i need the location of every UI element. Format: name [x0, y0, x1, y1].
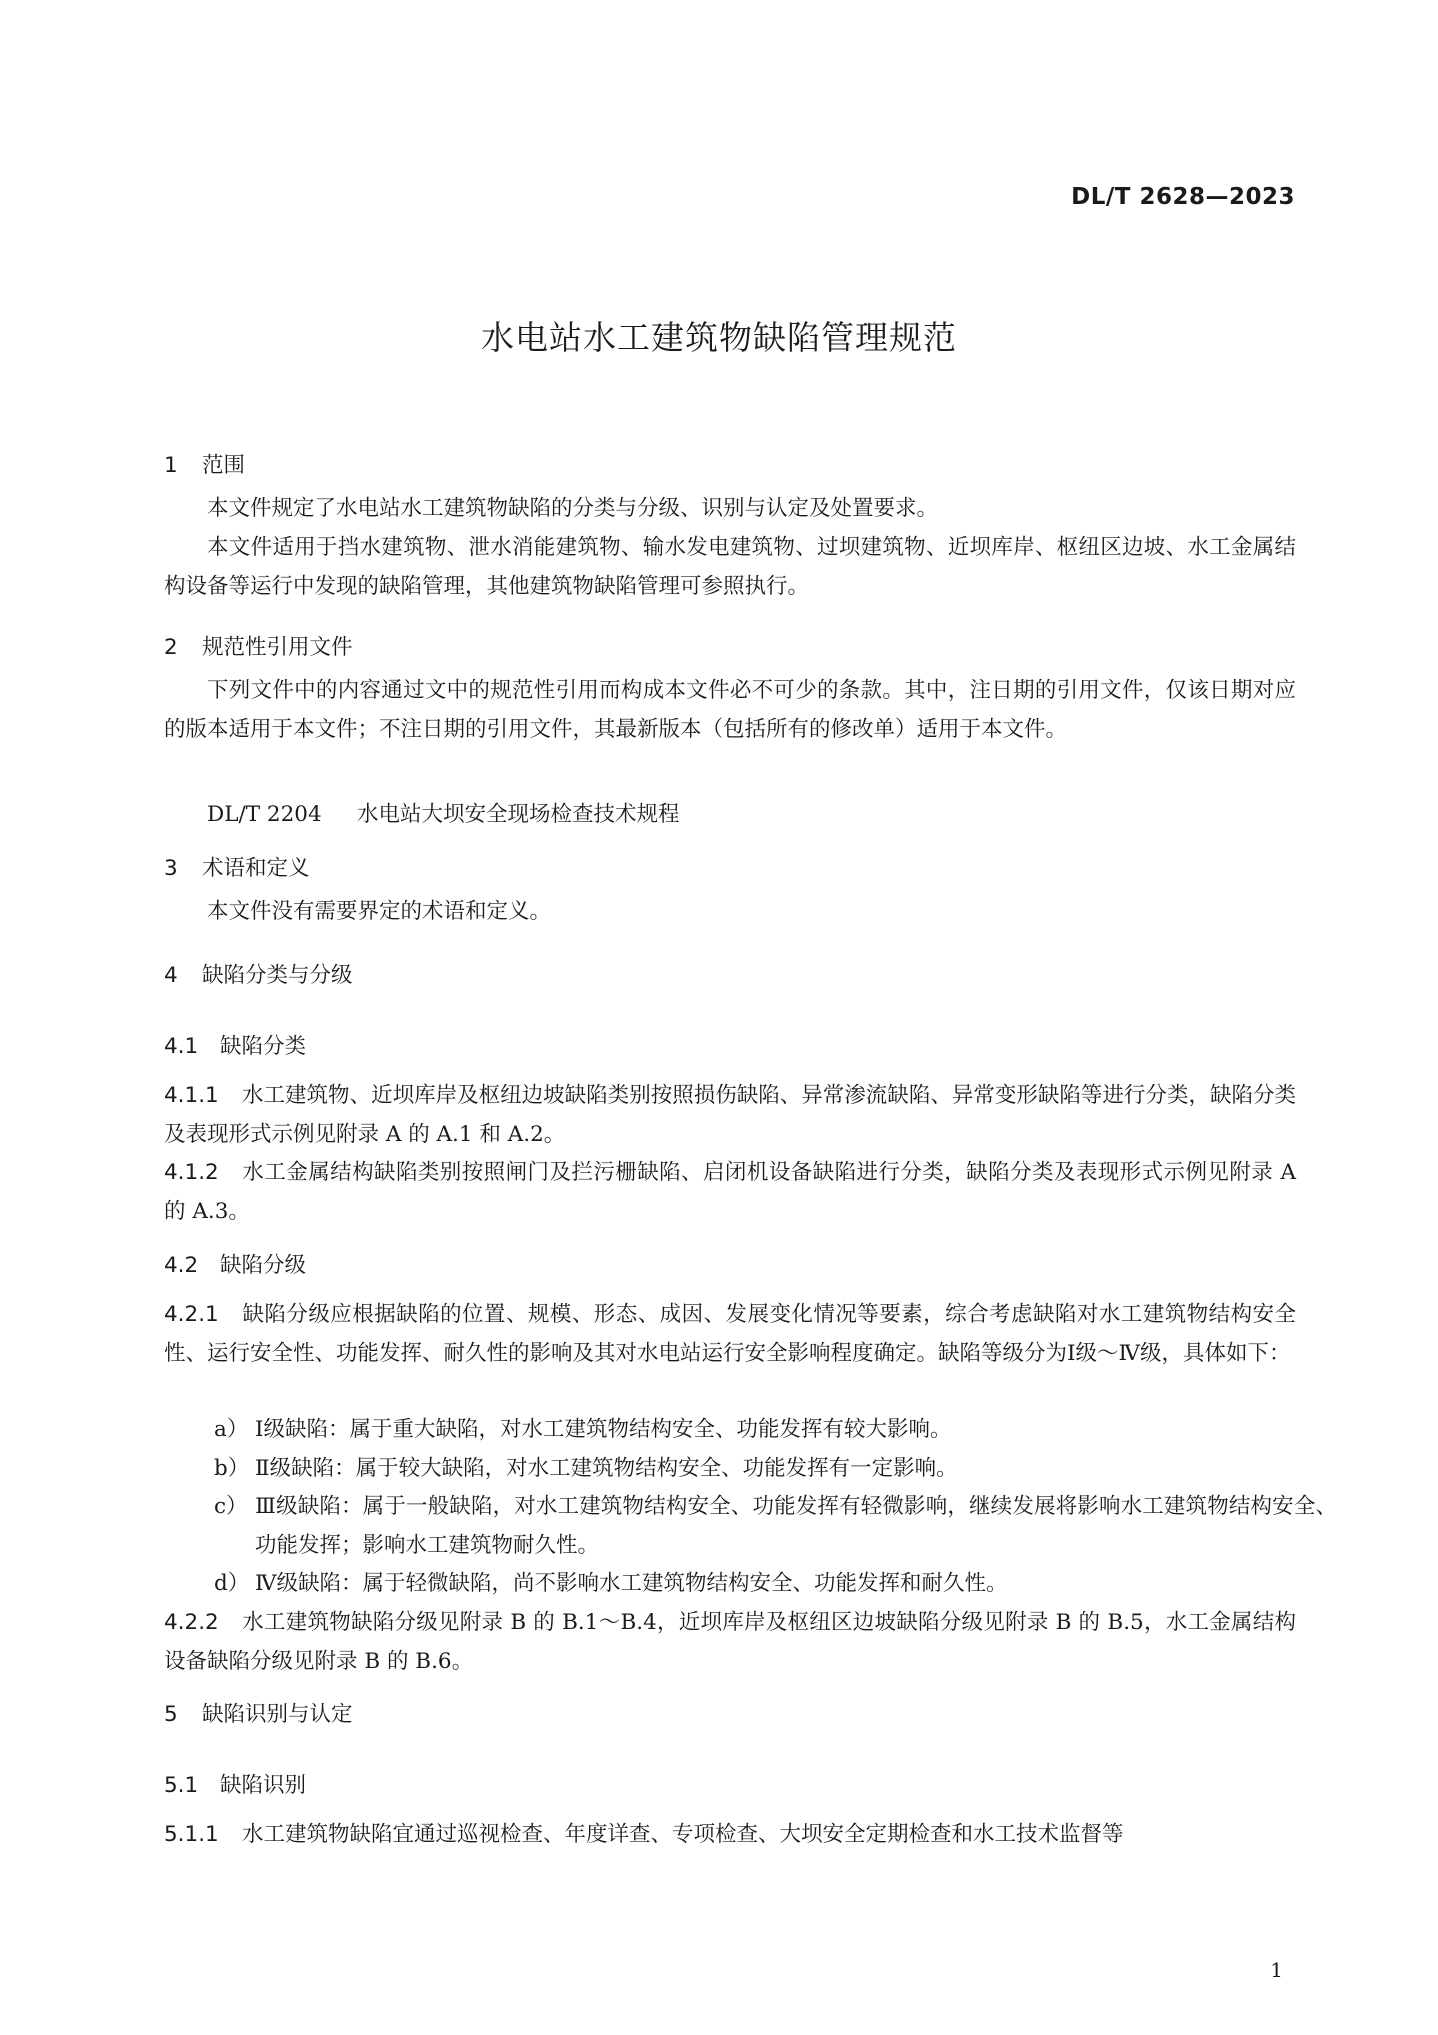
clause-text: 水工建筑物缺陷分级见附录 B 的 B.1～B.4，近坝库岸及枢纽区边坡缺陷分级见附录 B 的 B.5，水工金属结构设备缺陷分级见附录 B 的 B.6。 [164, 1610, 1296, 1674]
reference-title: 水电站大坝安全现场检查技术规程 [357, 802, 680, 827]
page-number: 1 [1270, 1958, 1283, 1982]
list-text: Ⅲ级缺陷：属于一般缺陷，对水工建筑物结构安全、功能发挥有轻微影响，继续发展将影响水工建筑物结构安全、功能发挥；影响水工建筑物耐久性。 [255, 1494, 1337, 1558]
paragraph: 下列文件中的内容通过文中的规范性引用而构成本文件必不可少的条款。其中，注日期的引用文件，仅该日期对应的版本适用于本文件；不注日期的引用文件，其最新版本（包括所有的修改单）适用于本文件。 [164, 678, 1296, 742]
subsection-number: 5.1 [164, 1773, 199, 1798]
list-text: Ⅰ级缺陷：属于重大缺陷，对水工建筑物结构安全、功能发挥有较大影响。 [255, 1417, 952, 1442]
section-heading-4 [164, 958, 353, 989]
list-item-b [214, 1450, 1337, 1489]
section-title: 范围 [202, 453, 246, 478]
clause-text: 水工建筑物缺陷宜通过巡视检查、年度详查、专项检查、大坝安全定期检查和水工技术监督等 [242, 1822, 1124, 1847]
section-heading-5 [164, 1697, 353, 1728]
list-marker: c） [214, 1494, 248, 1519]
clause-number: 4.2.2 [164, 1610, 219, 1635]
reference-code: DL/T 2204 [207, 802, 322, 827]
subsection-number: 4.2 [164, 1253, 199, 1278]
clause-text: 水工金属结构缺陷类别按照闸门及拦污栅缺陷、启闭机设备缺陷进行分类，缺陷分类及表现形式示例见附录 A 的 A.3。 [164, 1160, 1296, 1224]
clause-text: 缺陷分级应根据缺陷的位置、规模、形态、成因、发展变化情况等要素，综合考虑缺陷对水工建筑物结构安全性、运行安全性、功能发挥、耐久性的影响及其对水电站运行安全影响程度确定。缺陷等级分为Ⅰ级～Ⅳ级，具体如下： [164, 1302, 1296, 1366]
section-number: 1 [164, 453, 178, 478]
subsection-heading-4-2 [164, 1248, 306, 1279]
section-title: 缺陷识别与认定 [202, 1702, 353, 1727]
section-title: 术语和定义 [202, 856, 310, 881]
list-marker: d） [214, 1571, 250, 1596]
clause-4-1-2 [164, 1154, 1296, 1231]
section-title: 缺陷分类与分级 [202, 963, 353, 988]
subsection-number: 4.1 [164, 1034, 199, 1059]
subsection-title: 缺陷识别 [220, 1773, 307, 1798]
section-heading-3 [164, 851, 310, 882]
clause-number: 4.1.2 [164, 1160, 219, 1185]
clause-number: 4.2.1 [164, 1302, 219, 1327]
normative-reference [207, 797, 680, 828]
section-heading-1 [164, 448, 245, 479]
section-number: 2 [164, 635, 178, 660]
document-title: 水电站水工建筑物缺陷管理规范 [481, 318, 957, 357]
subsection-title: 缺陷分类 [220, 1034, 307, 1059]
section-number: 3 [164, 856, 178, 881]
list-item-a [214, 1411, 1337, 1450]
clause-number: 5.1.1 [164, 1822, 219, 1847]
section-heading-2 [164, 630, 353, 661]
subsection-heading-4-1 [164, 1029, 306, 1060]
list-text: Ⅳ级缺陷：属于轻微缺陷，尚不影响水工建筑物结构安全、功能发挥和耐久性。 [255, 1571, 1008, 1596]
paragraph: 本文件规定了水电站水工建筑物缺陷的分类与分级、识别与认定及处置要求。 [207, 496, 939, 521]
list-item-c [214, 1488, 1337, 1565]
clause-4-1-1 [164, 1077, 1296, 1154]
clause-text: 水工建筑物、近坝库岸及枢纽边坡缺陷类别按照损伤缺陷、异常渗流缺陷、异常变形缺陷等进行分类，缺陷分类及表现形式示例见附录 A 的 A.1 和 A.2。 [164, 1083, 1296, 1147]
section-number: 4 [164, 963, 178, 988]
clause-4-2-1 [164, 1296, 1296, 1373]
paragraph: 本文件没有需要界定的术语和定义。 [207, 899, 552, 924]
clause-4-2-2 [164, 1604, 1296, 1681]
section-title: 规范性引用文件 [202, 635, 353, 660]
standard-code: DL/T 2628—2023 [1071, 184, 1295, 210]
list-marker: a） [214, 1417, 249, 1442]
paragraph: 本文件适用于挡水建筑物、泄水消能建筑物、输水发电建筑物、过坝建筑物、近坝库岸、枢纽区边坡、水工金属结构设备等运行中发现的缺陷管理，其他建筑物缺陷管理可参照执行。 [164, 535, 1296, 599]
subsection-title: 缺陷分级 [220, 1253, 307, 1278]
list-text: Ⅱ级缺陷：属于较大缺陷，对水工建筑物结构安全、功能发挥有一定影响。 [255, 1456, 958, 1481]
list-marker: b） [214, 1456, 250, 1481]
list-item-d [214, 1565, 1337, 1604]
clause-5-1-1 [164, 1816, 1296, 1855]
clause-number: 4.1.1 [164, 1083, 219, 1108]
subsection-heading-5-1 [164, 1768, 306, 1799]
section-number: 5 [164, 1702, 178, 1727]
